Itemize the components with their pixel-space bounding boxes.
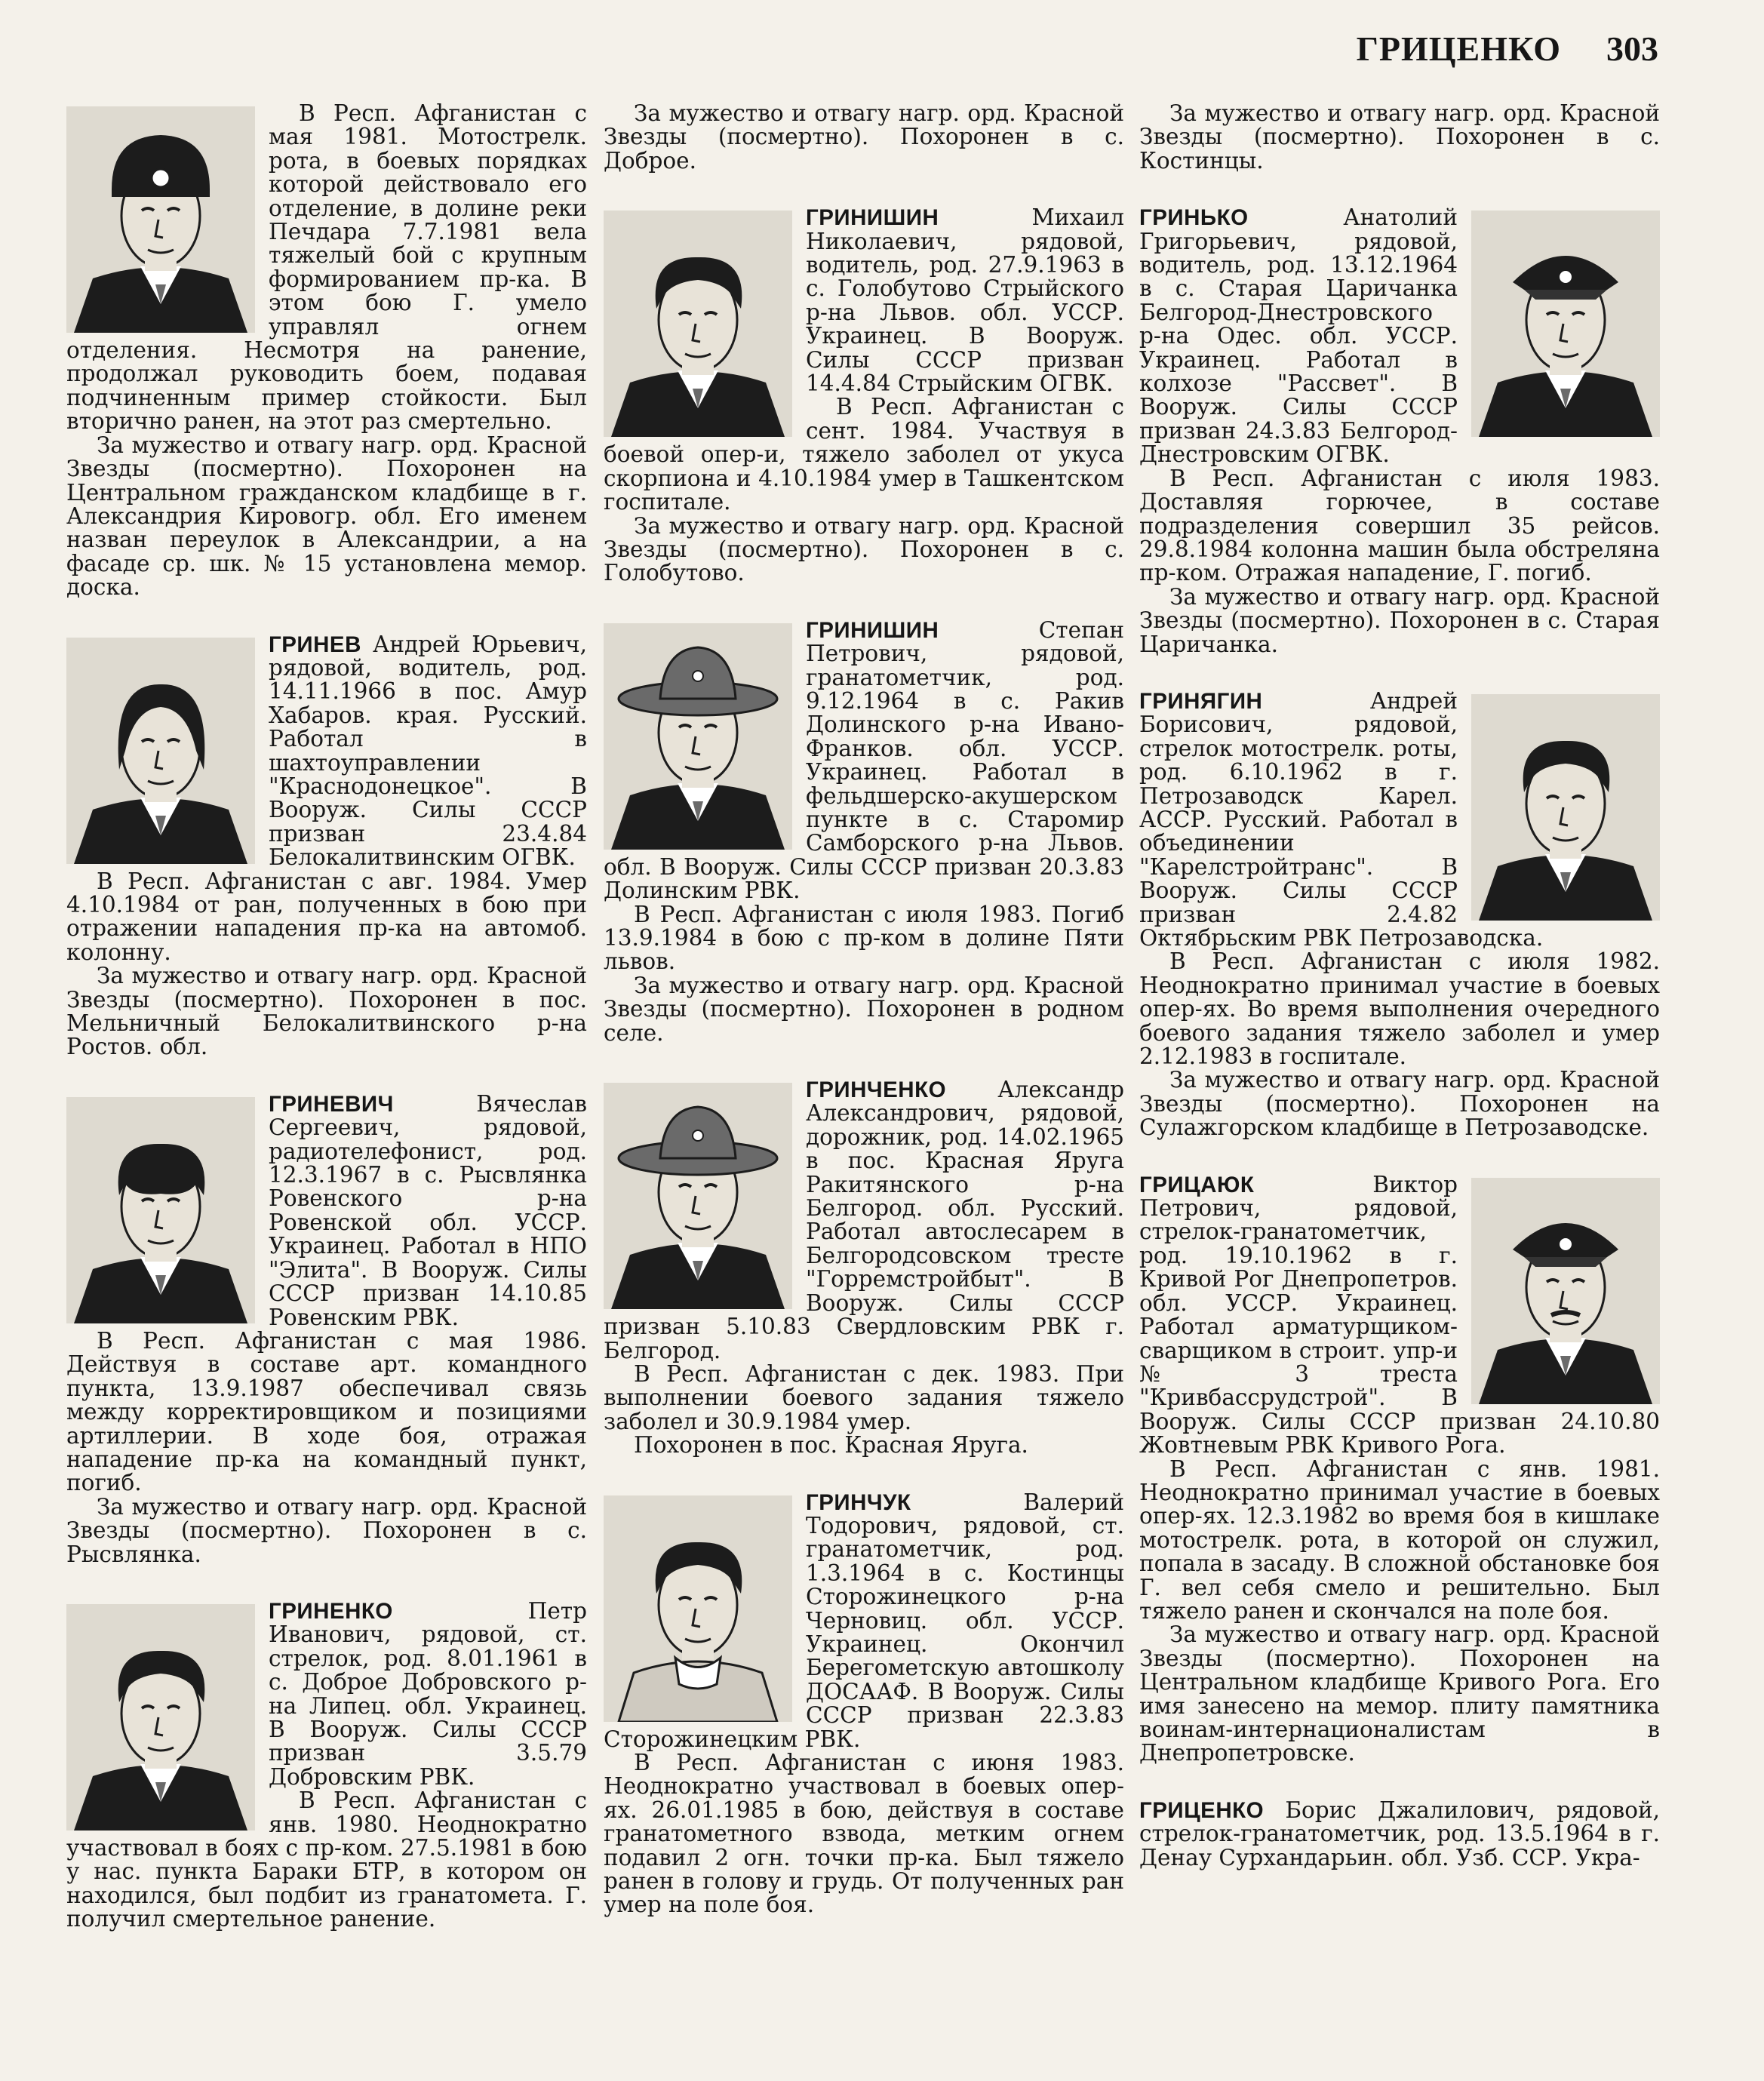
portrait-photo [604,1083,792,1309]
entry-text: В Респ. Афганистан с июня 1983. Неоднократно участвовал в боевых опер-ях. 26.01.1985 в бою, действуя в составе гранатометного взвода, метким огнем подавил 2 огн. точки пр-ка. Был тяжело ранен в голову и грудь. От полученных ран умер на поле боя. [604,1750,1124,1918]
entry-text: Анатолий Григорьевич, рядовой, водитель, род. 13.12.1964 в с. Старая Царичанка Белгород-Днестровского р-на Одес. обл. УССР. Украинец. Работал в колхозе "Рассвет". В Вооруж. Силы СССР призван 24.3.83 Белгород-Днестровским ОГВК. [1139,204,1458,468]
portrait-mustache-cap [1471,1178,1660,1404]
entry-paragraph [1139,583,1660,657]
portrait-sweater [604,1495,792,1722]
entry-text: В Респ. Афганистан с мая 1986. Действуя в составе арт. командного пункта, 13.9.1987 обеспечивал связь между корректировщиком и позициями артиллерии. В ходе боя, отражая нападение пр-ка на командный пункт, погиб. [66,1327,587,1496]
entry-text: Вячеслав Сергеевич, рядовой, радиотелефонист, род. 12.3.1967 в с. Рысвлянка Ровенского р-на Ровенской обл. УССР. Украинец. Работал в НПО "Элита". В Вооруж. Силы СССР призван 14.10.85 Ровенским РВК. [269,1090,587,1330]
column-1 [66,102,587,1965]
entry-paragraph [604,512,1124,586]
biography-entry [66,1597,587,1932]
biography-entry [604,206,1124,586]
biography-entry [66,633,587,1059]
entry-text: Степан Петрович, рядовой, гранатометчик, род. 9.12.1964 в с. Ракив Долинского р-на Ивано-Франков. обл. УССР. Украинец. Работал в фельдшерско-акушерском пункте в с. Старомир Самборского р-на Львов. обл. В Вооруж. Силы СССР призван 20.3.83 Долинским РВК. [604,616,1124,904]
entry-paragraph [66,1329,587,1495]
portrait-photo [604,211,792,437]
entry-surname: ГРИНИШИН [806,617,939,643]
entry-text: Виктор Петрович, рядовой, стрелок-гранатометчик, род. 19.10.1962 в г. Кривой Рог Днепропетров. обл. УССР. Украинец. Работал арматурщиком-сварщиком в строит. упр-и № 3 треста "Кривбассрудстрой". В Вооруж. Силы СССР призван 24.10.80 Жовтневым РВК Кривого Рога. [1139,1171,1660,1459]
biography-entry [1139,206,1660,656]
portrait-photo [1471,1178,1660,1404]
entry-paragraph [604,974,1124,1045]
portrait-bangs [66,1097,255,1323]
portrait-photo [604,1495,792,1722]
entry-text: За мужество и отвагу нагр. орд. Красной Звезды (посмертно). Похоронен в пос. Мельничный Белокалитвинского р-на Ростов. обл. [66,963,587,1060]
biography-entry [1139,687,1660,1141]
entry-paragraph [1139,1455,1660,1624]
entry-text: В Респ. Афганистан с июля 1982. Неоднократно принимал участие в боевых опер-ях. Во время выполнения очередного боевого задания тяжело заболел и умер 2.12.1983 в госпитале. [1139,948,1660,1070]
portrait-photo [66,638,255,864]
biography-entry [604,1491,1124,1917]
entry-text: За мужество и отвагу нагр. орд. Красной Звезды (посмертно). Похоронен в родном селе. [604,972,1124,1046]
biography-entry [66,1090,587,1567]
entry-paragraph [1139,467,1660,586]
entry-surname: ГРИЦЕНКО [1139,1797,1265,1823]
entry-continuation [66,102,587,600]
entry-paragraph [1139,102,1660,173]
entry-text: За мужество и отвагу нагр. орд. Красной Звезды (посмертно). Похоронен в с. Старая Царичанка. [1139,583,1660,657]
biography-entry [604,1078,1124,1458]
portrait-photo [1471,694,1660,921]
entry-surname: ГРИНЧУК [806,1489,911,1515]
entry-surname: ГРИНИШИН [806,205,939,231]
entry-text: Борис Джалилович, рядовой, стрелок-гранатометчик, род. 13.5.1964 в г. Денау Сурхандарьин. обл. Узб. ССР. Укра- [1139,1797,1660,1870]
entry-paragraph [604,1360,1124,1434]
entry-paragraph [604,102,1124,173]
entry-text: За мужество и отвагу нагр. орд. Красной Звезды (посмертно). Похоронен в с. Рысвлянка. [66,1493,587,1567]
entry-surname: ГРИНЬКО [1139,205,1249,231]
entry-paragraph [1139,1799,1660,1870]
entry-surname: ГРИНЕВ [269,632,361,657]
entry-text: В Респ. Афганистан с дек. 1983. При выполнении боевого задания тяжело заболел и 30.9.1984 умер. [604,1360,1124,1434]
entry-surname: ГРИНЯГИН [1139,688,1263,714]
entry-surname: ГРИНЕВИЧ [269,1091,394,1117]
portrait-photo [66,1097,255,1323]
portrait-uniform [66,1604,255,1830]
entry-text: В Респ. Афганистан с июля 1983. Доставляя горючее, в составе подразделения совершил 35 рейсов. 29.8.1984 колонна машин была обстреляна пр-ком. Отражая нападение, Г. погиб. [1139,465,1660,586]
entry-text: За мужество и отвагу нагр. орд. Красной Звезды (посмертно). Похоронен в с. Доброе. [604,100,1124,174]
entry-paragraph [1139,1068,1660,1139]
portrait-peaked-cap [1471,211,1660,437]
portrait-photo [66,106,255,333]
portrait-photo [66,1604,255,1830]
entry-continuation [604,102,1124,173]
portrait-photo [1471,211,1660,437]
entry-text: В Респ. Афганистан с сент. 1984. Участвуя в боевой опер-и, тяжело заболел от укуса скорпиона и 4.10.1984 умер в Ташкентском госпитале. [604,394,1124,515]
entry-paragraph [604,1751,1124,1917]
entry-surname: ГРИНЕНКО [269,1598,393,1624]
page-header [1298,29,1658,81]
portrait-panama-hat [604,623,792,850]
portrait-short-hair [604,211,792,437]
entry-paragraph [66,1495,587,1566]
entry-text: За мужество и отвагу нагр. орд. Красной Звезды (посмертно). Похоронен в с. Костинцы. [1139,100,1660,174]
entry-text: Михаил Николаевич, рядовой, водитель, род. 27.9.1963 в с. Голобутово Стрыйского р-на Львов. обл. УССР. Украинец. В Вооруж. Силы СССР призван 14.4.84 Стрыйским ОГВК. [806,204,1124,397]
entry-text: Андрей Юрьевич, рядовой, водитель, род. 14.11.1966 в пос. Амур Хабаров. края. Русский. Работал в шахтоуправлении "Краснодонецкое". В Вооруж. Силы СССР призван 23.4.84 Белокалитвинским ОГВК. [269,631,587,871]
column-2 [604,102,1124,1950]
biography-entry [604,616,1124,1046]
column-3 [1139,102,1660,1903]
entry-text: За мужество и отвагу нагр. орд. Красной Звезды (посмертно). Похоронен на Сулажгорском кладбище в Петрозаводске. [1139,1067,1660,1141]
page-number: 303 [1606,29,1658,68]
entry-text: Александр Александрович, рядовой, дорожник, род. 14.02.1965 в пос. Красная Яруга Ракитянского р-на Белгород. обл. Русский. Работал автослесарем в Белгородсовском тресте "Горремстройбыт". В Вооруж. Силы СССР призван 5.10.83 Свердловским РВК г. Белгород. [604,1077,1124,1363]
entry-paragraph [604,903,1124,974]
entry-text: За мужество и отвагу нагр. орд. Красной Звезды (посмертно). Похоронен на Центральном гражданском кладбище в г. Александрия Кировогр. обл. Его именем назван переулок в Александрии, а на фасаде ср. шк. № 15 установлена мемор. доска. [66,432,587,601]
entry-paragraph [604,1434,1124,1457]
portrait-winter-hat [66,106,255,333]
entry-paragraph [1139,1623,1660,1765]
entry-text: Андрей Борисович, рядовой, стрелок мотострелк. роты, род. 6.10.1962 в г. Петрозаводск Карел. АССР. Русский. Работал в объединении "Карелстройтранс". В Вооруж. Силы СССР призван 2.4.82 Октябрьским РВК Петрозаводска. [1139,687,1544,951]
entry-surname: ГРИНЧЕНКО [806,1077,947,1103]
biography-entry [1139,1173,1660,1766]
entry-text: Валерий Тодорович, рядовой, ст. гранатометчик, род. 1.3.1964 в с. Костинцы Сторожинецкого р-на Черновиц. обл. УССР. Украинец. Окончил Берегометскую автошколу ДОСААФ. В Вооруж. Силы СССР призван 22.3.83 Сторожинецким РВК. [604,1489,1124,1752]
portrait-photo [604,623,792,850]
portrait-long-hair [66,638,255,864]
entry-text: В Респ. Афганистан с мая 1981. Мотострелк. рота, в боевых порядках которой действовало его отделение, в долине реки Печдара 7.7.1981 вела тяжелый бой с крупным формированием пр-ка. В этом бою Г. умело управлял огнем отделения. Несмотря на ранение, продолжал руководить боем, подавая подчиненным пример стойкости. Был вторично ранен, на этот раз смертельно. [66,100,587,435]
entry-text: За мужество и отвагу нагр. орд. Красной Звезды (посмертно). Похоронен на Центральном кладбище Кривого Рога. Его имя занесено на мемор. плиту памятника воинам-интернационалистам в Днепропетровске. [1139,1621,1660,1766]
entry-paragraph [1139,950,1660,1068]
entry-paragraph [66,964,587,1059]
entry-paragraph [66,434,587,600]
entry-surname: ГРИЦАЮК [1139,1172,1255,1197]
entry-text: В Респ. Афганистан с янв. 1980. Неоднократно участвовал в боях с пр-ком. 27.5.1981 в бою у нас. пункта Бараки БТР, в котором он находился, был подбит из гранатомета. Г. получил смертельное ранение. [66,1787,587,1932]
entry-continuation [1139,102,1660,173]
entry-paragraph [66,870,587,965]
entry-text: В Респ. Афганистан с июля 1983. Погиб 13.9.1984 в бою с пр-ком в долине Пяти львов. [604,901,1124,975]
portrait-collar [1471,694,1660,921]
portrait-field-hat [604,1083,792,1309]
entry-text: В Респ. Афганистан с авг. 1984. Умер 4.10.1984 от ран, полученных в бою при отражении нападения пр-ка на автомоб. колонну. [66,868,587,965]
entry-text: За мужество и отвагу нагр. орд. Красной Звезды (посмертно). Похоронен в с. Голобутово. [604,512,1124,586]
biography-entry [1139,1799,1660,1870]
entry-text: Похоронен в пос. Красная Яруга. [634,1432,1028,1459]
entry-text: Петр Иванович, рядовой, ст. стрелок, род. 8.01.1961 в с. Доброе Добровского р-на Липец. обл. Украинец. В Вооруж. Силы СССР призван 3.5.79 Добровским РВК. [269,1597,587,1790]
entry-text: В Респ. Афганистан с янв. 1981. Неоднократно принимал участие в боевых опер-ях. 12.3.1982 во время боя в кишлаке мотострелк. рота, в которой он служил, попала в засаду. В сложной обстановке боя Г. вел себя смело и решительно. Был тяжело ранен и скончался на поле боя. [1139,1455,1660,1624]
running-head-title: ГРИЦЕНКО [1356,29,1561,68]
